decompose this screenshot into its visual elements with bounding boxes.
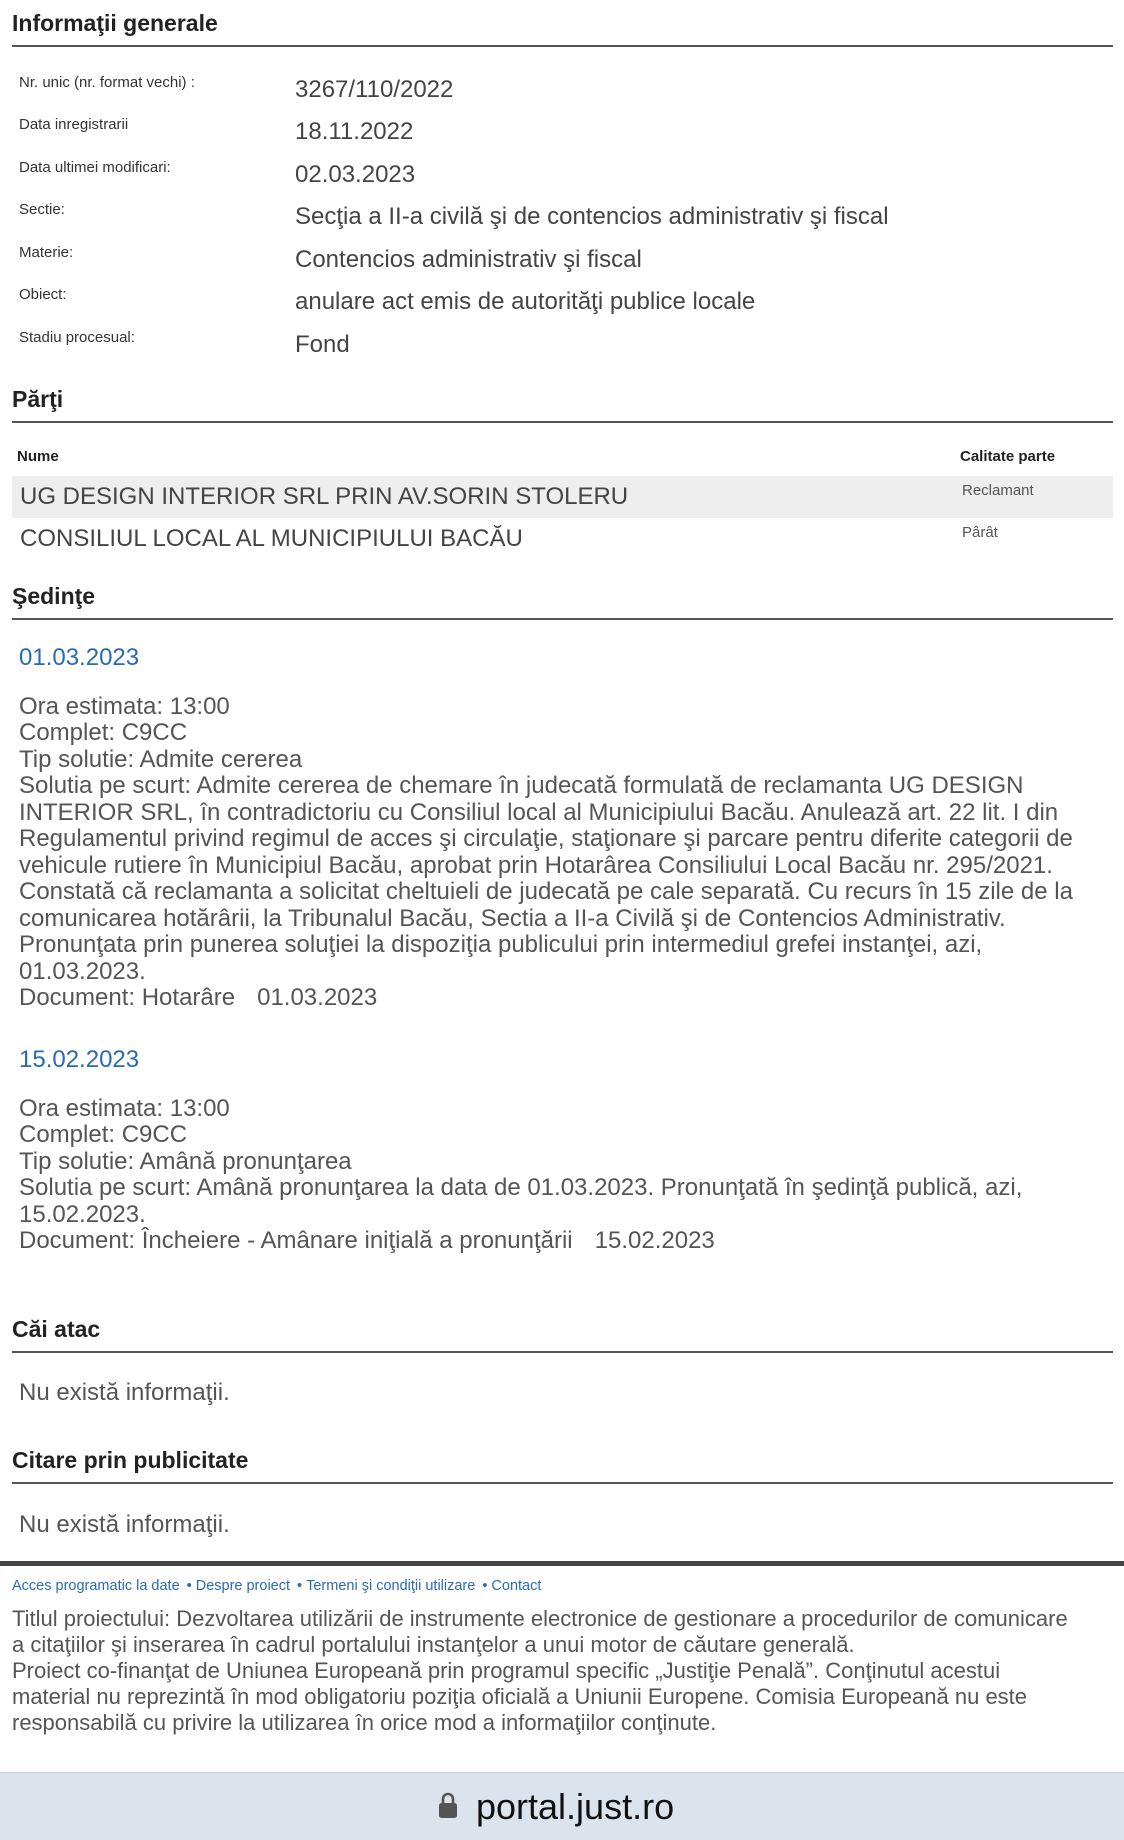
sedinta-tip-solutie: Tip solutie: Admite cererea: [19, 745, 303, 773]
lock-icon: [438, 1791, 458, 1819]
cai-atac-empty-text: Nu există informaţii.: [19, 1379, 230, 1406]
sedinta-solutie-line: Solutia pe scurt: Amână pronunţarea la data de 01.03.2023. Pronunţată în şedinţă publică, azi,: [19, 1174, 1023, 1201]
sedinta-solutie-line: 15.02.2023.: [19, 1200, 146, 1228]
browser-url-bar[interactable]: [0, 1772, 1124, 1840]
section-parti: Părţi: [12, 386, 1113, 423]
info-value: 02.03.2023: [295, 161, 416, 188]
info-label: Nr. unic (nr. format vechi) :: [19, 74, 195, 91]
footer-link-contact[interactable]: Contact: [491, 1578, 542, 1594]
footer-text-line: material nu reprezintă în mod obligatoriu poziţia oficială a Uniunii Europene. Comisia Europeană nu este: [12, 1684, 1028, 1709]
footer-text-line: responsabilă cu privire la utilizarea în orice mod a informaţiilor conţinute.: [12, 1710, 717, 1735]
info-value: Secţia a II-a civilă şi de contencios administrativ şi fiscal: [295, 203, 889, 230]
footer-separator: •: [482, 1578, 488, 1594]
section-citare: Citare prin publicitate: [12, 1447, 1113, 1484]
sedinta-solutie-line: Regulamentul privind regimul de acces şi circulaţie, staţionare şi parcare pentru diferite categorii de: [19, 825, 1073, 852]
info-row-data-modificari: [19, 159, 1109, 201]
sedinta-solutie-line: Constată că reclamanta a solicitat cheltuieli de judecată pe cale separată. Cu recurs în 15 zile de la: [19, 878, 1073, 905]
party-role: Pârât: [962, 524, 998, 541]
info-value: anulare act emis de autorităţi publice locale: [295, 288, 756, 315]
info-label: Obiect:: [19, 286, 67, 303]
info-row-sectie: [19, 201, 1109, 243]
sedinta-solutie-line: INTERIOR SRL, în contradictoriu cu Consiliul local al Municipiului Bacău. Anulează art. 22 lit. I din: [19, 798, 1059, 826]
url-text[interactable]: portal.just.ro: [476, 1786, 675, 1827]
footer-link-termeni[interactable]: Termeni şi condiţii utilizare: [306, 1578, 476, 1594]
footer-divider: [0, 1561, 1124, 1566]
sedinta-ora: Ora estimata: 13:00: [19, 1094, 230, 1122]
section-sedinte: Şedinţe: [12, 583, 1113, 620]
col-nume-header: Nume: [17, 448, 59, 465]
section-cai-atac: Căi atac: [12, 1316, 1113, 1353]
info-row-materie: [19, 244, 1109, 286]
info-value: 18.11.2022: [295, 118, 414, 145]
sedinta-solutie-line: vehicule rutiere în Municipiul Bacău, aprobat prin Hotarârea Consiliului Local Bacău nr. 295/2021.: [19, 851, 1053, 879]
info-value: 3267/110/2022: [295, 76, 454, 103]
info-row-nr-unic: [19, 74, 1109, 116]
sedinta-item: [19, 1047, 1109, 1255]
footer-project-text: [12, 1606, 1120, 1736]
sedinta-date: 15.02.2023: [19, 1046, 140, 1073]
col-calitate-header: Calitate parte: [960, 448, 1056, 465]
sedinta-solutie-line: 01.03.2023.: [19, 957, 146, 985]
info-value: Contencios administrativ şi fiscal: [295, 246, 642, 273]
footer-link-acces-programatic[interactable]: Acces programatic la date: [12, 1578, 180, 1594]
party-row: [12, 518, 1113, 560]
footer-text-line: Titlul proiectului: Dezvoltarea utilizării de instrumente electronice de gestionare a procedurilor de comunicare: [12, 1606, 1068, 1631]
sedinta-tip-solutie: Tip solutie: Amână pronunţarea: [19, 1147, 352, 1175]
sedinta-solutie-line: comunicarea hotărârii, la Tribunalul Bacău, Sectia a II-a Civilă şi de Contencios Administrativ.: [19, 904, 1006, 932]
parti-table-header: [17, 448, 1107, 465]
document-date: 01.03.2023: [257, 984, 378, 1011]
info-label: Stadiu procesual:: [19, 329, 135, 346]
info-value: Fond: [295, 331, 350, 358]
sedinta-document: [19, 1228, 1109, 1255]
info-label: Sectie:: [19, 201, 65, 218]
sedinta-date: 01.03.2023: [19, 644, 140, 671]
info-row-data-inregistrarii: [19, 116, 1109, 158]
info-label: Data inregistrarii: [19, 116, 129, 133]
party-name: CONSILIUL LOCAL AL MUNICIPIULUI BACĂU: [20, 525, 523, 552]
footer-text-line: Proiect co-finanţat de Uniunea Europeană prin programul specific „Justiţie Penală”. Conţinutul acestui: [12, 1658, 1001, 1683]
footer-link-despre-proiect[interactable]: Despre proiect: [195, 1578, 291, 1594]
citare-empty-text: Nu există informaţii.: [19, 1511, 230, 1538]
sedinta-solutie-line: Solutia pe scurt: Admite cererea de chemare în judecată formulată de reclamanta UG DESIGN: [19, 772, 1024, 799]
document-name: Document: Hotarâre: [19, 984, 236, 1011]
party-name: UG DESIGN INTERIOR SRL PRIN AV.SORIN STOLERU: [20, 483, 629, 510]
footer-links: [12, 1578, 541, 1594]
info-row-stadiu: [19, 329, 1109, 371]
party-role: Reclamant: [962, 482, 1034, 499]
info-label: Data ultimei modificari:: [19, 159, 171, 176]
document-name: Document: Încheiere - Amânare iniţială a pronunţării: [19, 1227, 573, 1254]
party-row: [12, 476, 1113, 518]
section-informatii-generale: Informaţii generale: [12, 10, 1113, 47]
footer-text-line: a citaţiilor şi inserarea în cadrul portalului instanţelor a unui motor de căutare generală.: [12, 1632, 855, 1657]
sedinta-item: [19, 645, 1109, 1012]
info-row-obiect: [19, 286, 1109, 328]
sedinta-ora: Ora estimata: 13:00: [19, 692, 230, 720]
info-label: Materie:: [19, 244, 74, 261]
footer-separator: •: [186, 1578, 192, 1594]
sedinta-document: [19, 985, 1109, 1012]
sedinta-complet: Complet: C9CC: [19, 719, 188, 746]
sedinta-solutie-line: Pronunţata prin punerea soluţiei la dispoziţia publicului prin intermediul grefei instanţei, azi,: [19, 931, 983, 958]
document-date: 15.02.2023: [594, 1227, 715, 1254]
sedinta-complet: Complet: C9CC: [19, 1121, 188, 1148]
footer-separator: •: [297, 1578, 303, 1594]
